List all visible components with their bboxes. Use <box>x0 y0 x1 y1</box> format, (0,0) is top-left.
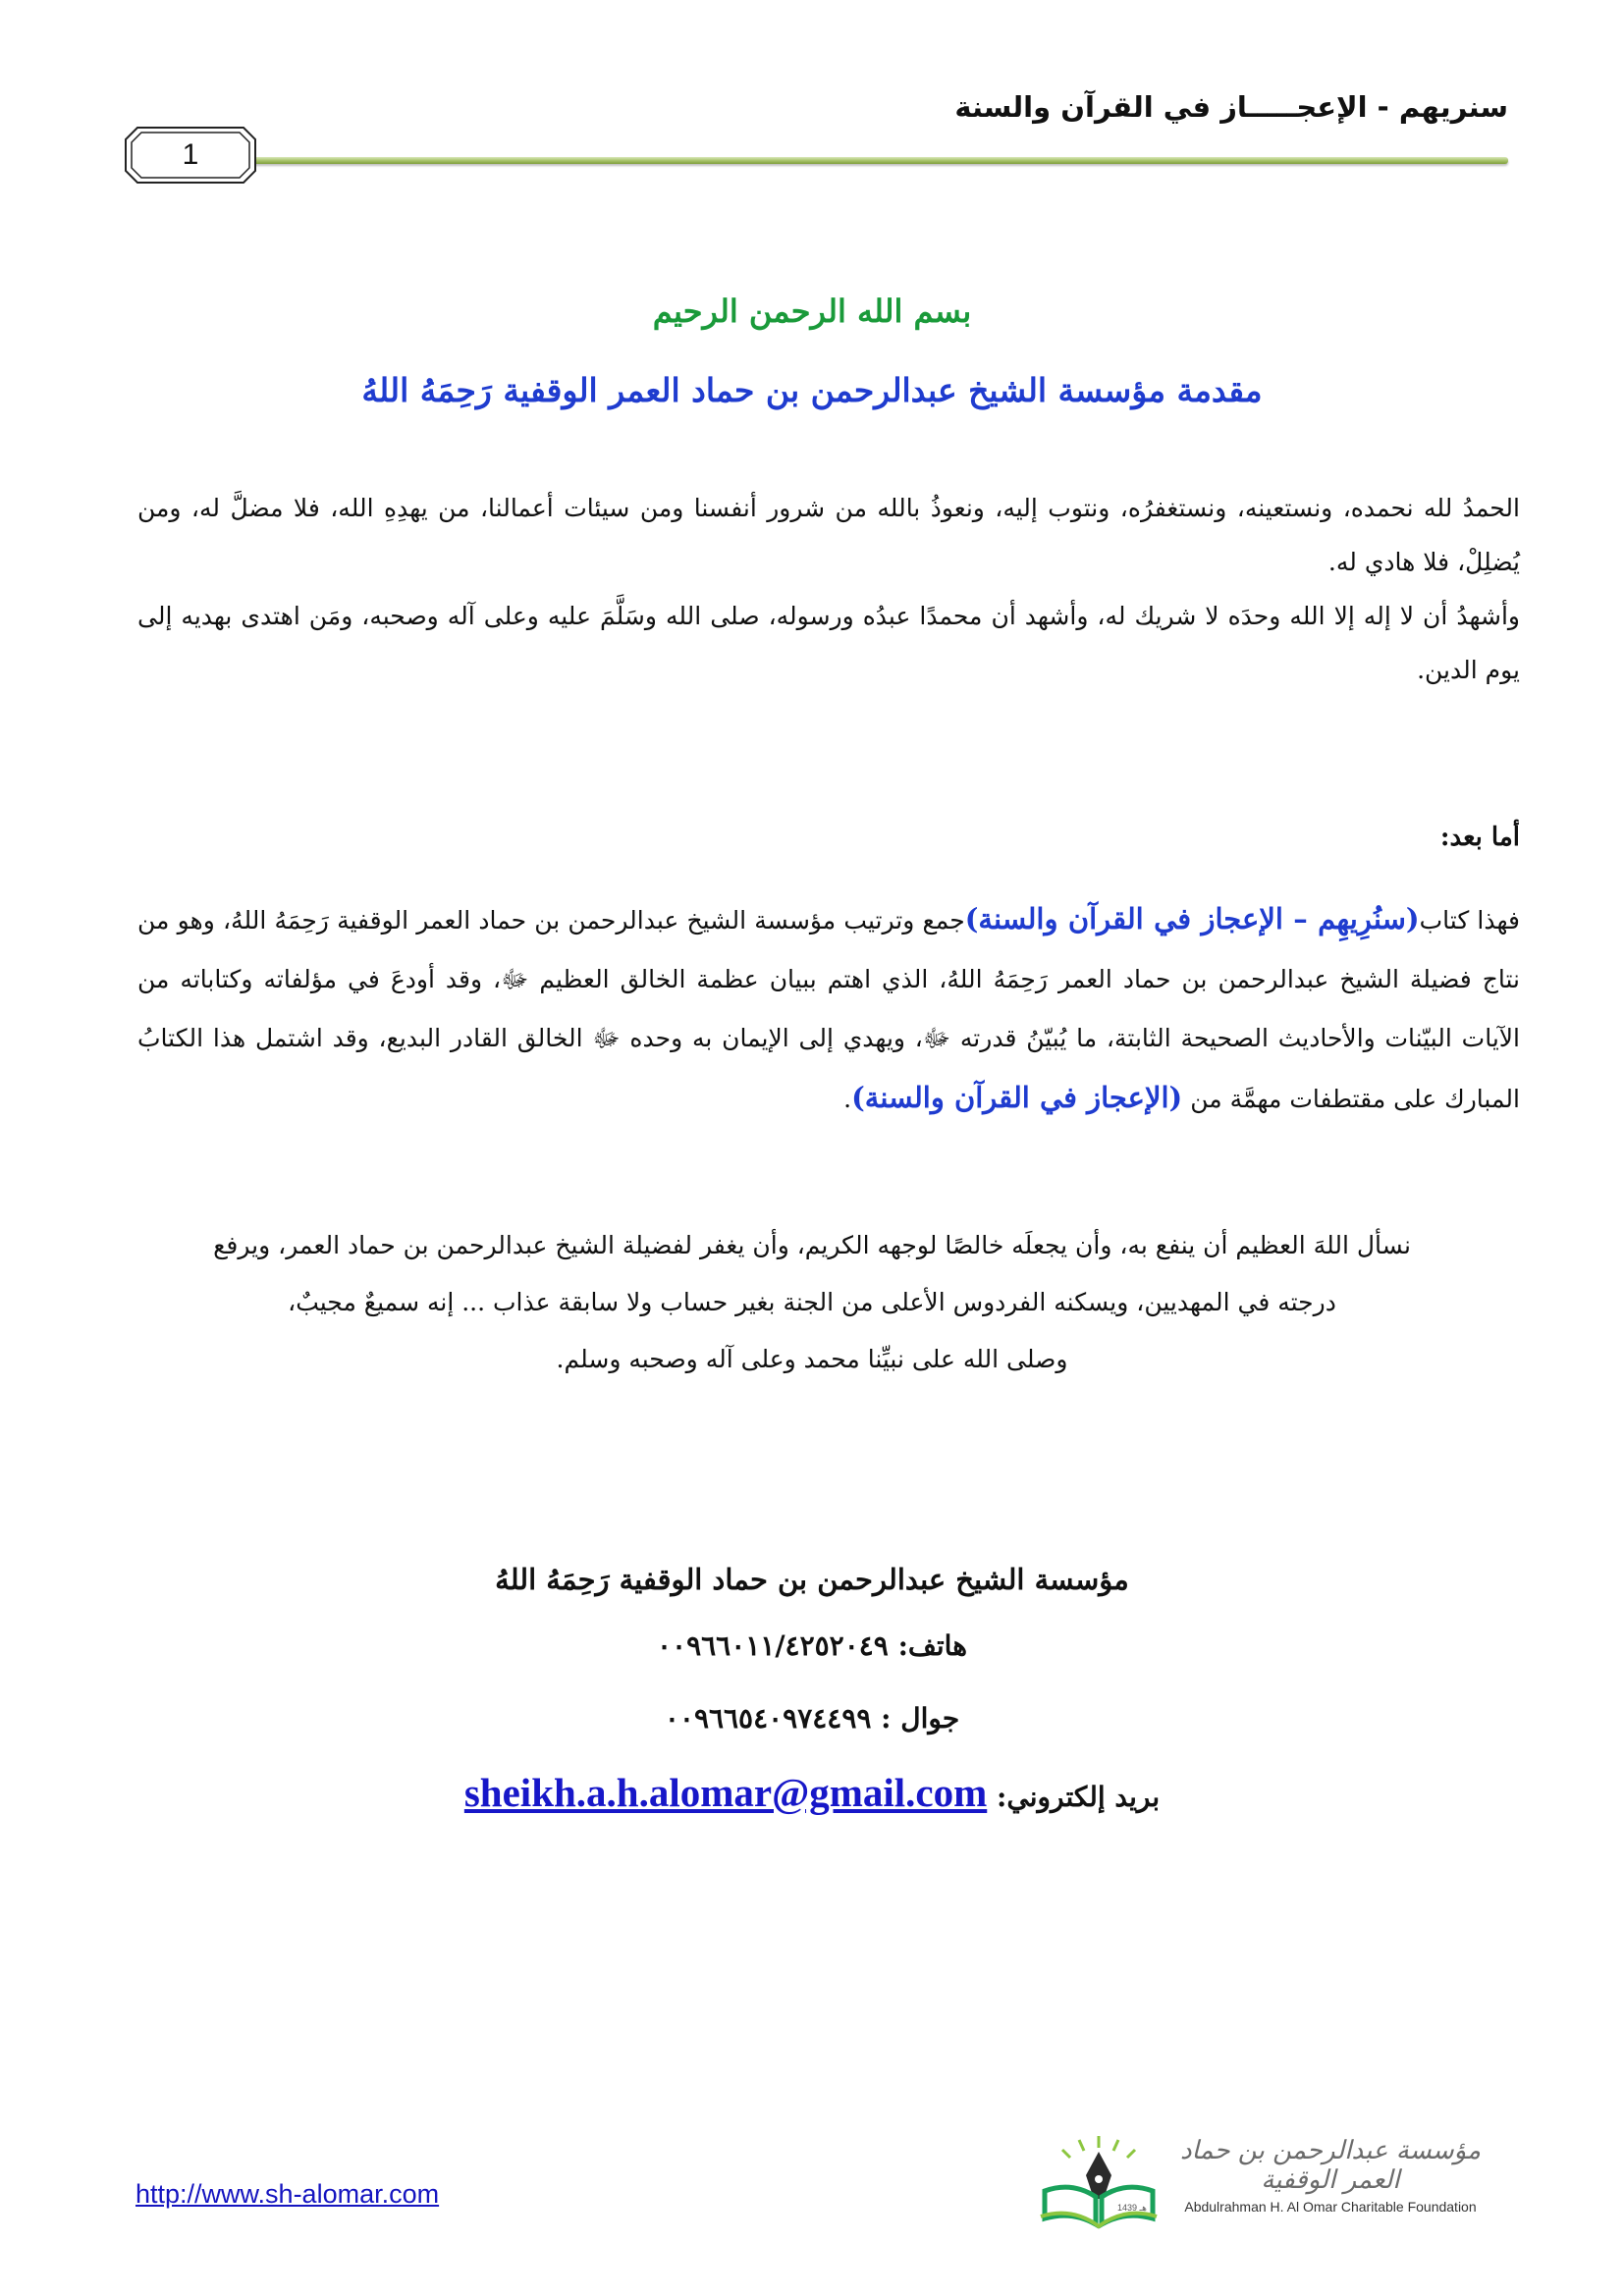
dua-line: نسأل اللهَ العظيم أن ينفع به، وأن يجعلَه خالصًا لوجهه الكريم، وأن يغفر لفضيلة الشيخ عبدالرحمن بن حماد العمر، ويرفع <box>213 1231 1411 1259</box>
foundation-logo <box>1035 2128 1496 2236</box>
intro-title: مقدمة مؤسسة الشيخ عبدالرحمن بن حماد العمر الوقفية رَحِمَهُ اللهُ <box>361 371 1263 409</box>
mobile-row <box>0 1702 1624 1735</box>
book-pen-logo-icon <box>1035 2128 1163 2236</box>
email-row <box>0 1769 1624 1816</box>
logo-year: 1439 هـ <box>1117 2203 1147 2213</box>
phone-row <box>0 1629 1624 1662</box>
book-intro-body: جمع وترتيب مؤسسة الشيخ عبدالرحمن بن حماد العمر الوقفية رَحِمَهُ اللهُ، وهو من نتاج فضيلة الشيخ عبدالرحمن بن حماد العمر رَحِمَهُ اللهُ، الذي اهتم ببيان عظمة الخالق العظيم ﷻ، وقد أودعَ في مؤلفاته وكتاباته من الآيات البيّنات والأحاديث الصحيحة الثابتة، ما يُبيّنُ قدرته ﷻ، ويهدي إلى الإيمان به وحده ﷻ الخالق القادر البديع، وقد اشتمل هذا الكتابُ المبارك على مقتطفات مهمَّة من <box>137 906 1520 1113</box>
phone-value: ٠٠٩٦٦٠١١/٤٢٥٢٠٤٩ <box>657 1629 889 1662</box>
dua-line: وصلى الله على نبيِّنا محمد وعلى آله وصحبه وسلم. <box>556 1345 1068 1373</box>
book-title: (سنُرِيهِم – الإعجاز في القرآن والسنة) <box>964 902 1420 935</box>
dua-line: درجته في المهديين، ويسكنه الفردوس الأعلى من الجنة بغير حساب ولا سابقة عذاب ... إنه سميعٌ مجيبٌ، <box>288 1288 1336 1316</box>
mobile-value: ٠٠٩٦٦٥٤٠٩٧٤٤٩٩ <box>664 1702 872 1735</box>
email-link[interactable]: sheikh.a.h.alomar@gmail.com <box>463 1770 988 1815</box>
book-topic: (الإعجاز في القرآن والسنة) <box>851 1081 1183 1114</box>
logo-english-text: Abdulrahman H. Al Omar Charitable Foundation <box>1184 2199 1477 2215</box>
paragraph-book-intro <box>137 889 1520 1129</box>
paragraph-shahada: وأشهدُ أن لا إله إلا الله وحدَه لا شريك له، وأشهد أن محمدًا عبدُه ورسوله، صلى الله وسَلَّمَ عليه وعلى آله وصحبه، ومَن اهتدى بهديه إلى يوم الدين. <box>137 602 1520 684</box>
email-label: بريد إلكتروني: <box>997 1781 1161 1813</box>
paragraph-hamd: الحمدُ لله نحمده، ونستعينه، ونستغفرُه، ونتوب إليه، ونعوذُ بالله من شرور أنفسنا ومن سيئات أعمالنا، من يهدِهِ الله، فلا مضلَّ له، ومن يُضلِلْ، فلا هادي له. <box>137 494 1520 576</box>
amma-bad-heading: أما بعد: <box>1439 823 1520 852</box>
mobile-label: جوال : <box>881 1702 960 1735</box>
book-intro-start: فهذا كتاب <box>1419 906 1520 934</box>
basmala: بسم الله الرحمن الرحيم <box>652 293 972 330</box>
page-number: 1 <box>182 138 199 171</box>
book-intro-end: . <box>843 1085 852 1113</box>
phone-label: هاتف: <box>897 1629 967 1662</box>
dua-block <box>137 1217 1487 1388</box>
page-number-box <box>124 126 257 185</box>
header-divider <box>236 157 1508 164</box>
foundation-name: مؤسسة الشيخ عبدالرحمن بن حماد الوقفية رَحِمَهُ اللهُ <box>495 1563 1129 1596</box>
logo-arabic-text: مؤسسة عبدالرحمن بن حماد العمر الوقفية <box>1179 2136 1482 2195</box>
running-title: سنريهم - الإعجـــــاز في القرآن والسنة <box>954 90 1508 124</box>
website-link[interactable]: http://www.sh-alomar.com <box>135 2179 440 2209</box>
